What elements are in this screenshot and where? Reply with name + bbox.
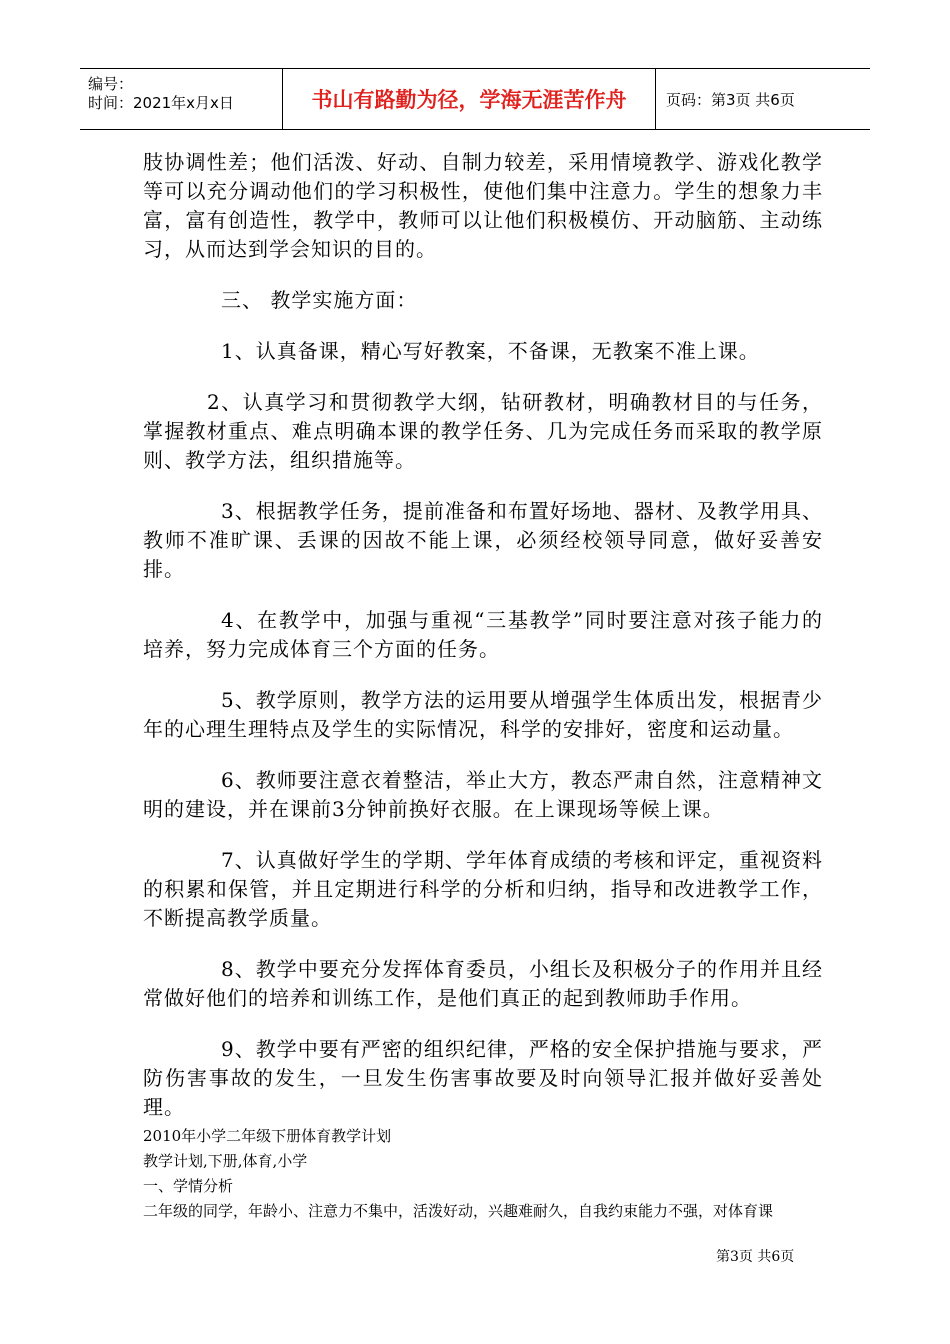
list-item-8: 8、教学中要充分发挥体育委员，小组长及积极分子的作用并且经常做好他们的培养和训练工作，是他们真正的起到教师助手作用。 [143, 957, 823, 1010]
appendix-block [143, 1124, 833, 1224]
list-item-4: 4、在教学中，加强与重视“三基教学”同时要注意对孩子能力的培养，努力完成体育三个方面的任务。 [143, 608, 823, 661]
list-item-9: 9、教学中要有严密的组织纪律，严格的安全保护措施与要求，严防伤害事故的发生，一旦发生伤害事故要及时向领导汇报并做好妥善处理。 [143, 1037, 823, 1119]
appendix-title: 2010年小学二年级下册体育教学计划 [143, 1127, 392, 1145]
appendix-section: 一、学情分析 [143, 1177, 234, 1195]
list-item-7: 7、认真做好学生的学期、学年体育成绩的考核和评定，重视资料的积累和保管，并且定期进行科学的分析和归纳，指导和改进教学工作，不断提高教学质量。 [143, 848, 823, 930]
list-item-6: 6、教师要注意衣着整洁，举止大方，教态严肃自然，注意精神文明的建设，并在课前3分钟前换好衣服。在上课现场等候上课。 [143, 768, 823, 821]
list-item-3: 3、根据教学任务，提前准备和布置好场地、器材、及教学用具、教师不准旷课、丢课的因故不能上课，必须经校领导同意，做好妥善安排。 [143, 499, 823, 581]
list-item-5: 5、教学原则，教学方法的运用要从增强学生体质出发，根据青少年的心理生理特点及学生的实际情况，科学的安排好，密度和运动量。 [143, 688, 823, 741]
page-label: 页码：第3页 共6页 [666, 90, 795, 109]
motto: 书山有路勤为径，学海无涯苦作舟 [311, 88, 627, 112]
list-item-2: 2、认真学习和贯彻教学大纲，钻研教材，明确教材目的与任务，掌握教材重点、难点明确本课的教学任务、几为完成任务而采取的教学原则、教学方法，组织措施等。 [143, 390, 823, 472]
list-item-1: 1、认真备课，精心写好教案，不备课，无教案不准上课。 [221, 339, 760, 363]
page-footer: 第3页 共6页 [716, 1249, 795, 1265]
page-header [80, 68, 870, 130]
appendix-line: 二年级的同学，年龄小、注意力不集中，活泼好动，兴趣难耐久，自我约束能力不强，对体育课 [143, 1202, 774, 1220]
document-body [143, 148, 823, 1144]
paragraph-intro: 肢协调性差；他们活泼、好动、自制力较差，采用情境教学、游戏化教学等可以充分调动他们的学习积极性，使他们集中注意力。学生的想象力丰富，富有创造性，教学中，教师可以让他们积极模仿、开动脑筋、主动练习，从而达到学会知识的目的。 [143, 150, 823, 261]
header-meta [80, 69, 282, 129]
number-label: 编号： [88, 75, 134, 93]
header-motto-cell [282, 69, 656, 129]
header-page-cell [656, 69, 870, 129]
section-heading: 三、 教学实施方面： [221, 288, 418, 312]
appendix-tags: 教学计划,下册,体育,小学 [143, 1152, 308, 1170]
time-label: 时间：2021年x月x日 [88, 94, 234, 112]
